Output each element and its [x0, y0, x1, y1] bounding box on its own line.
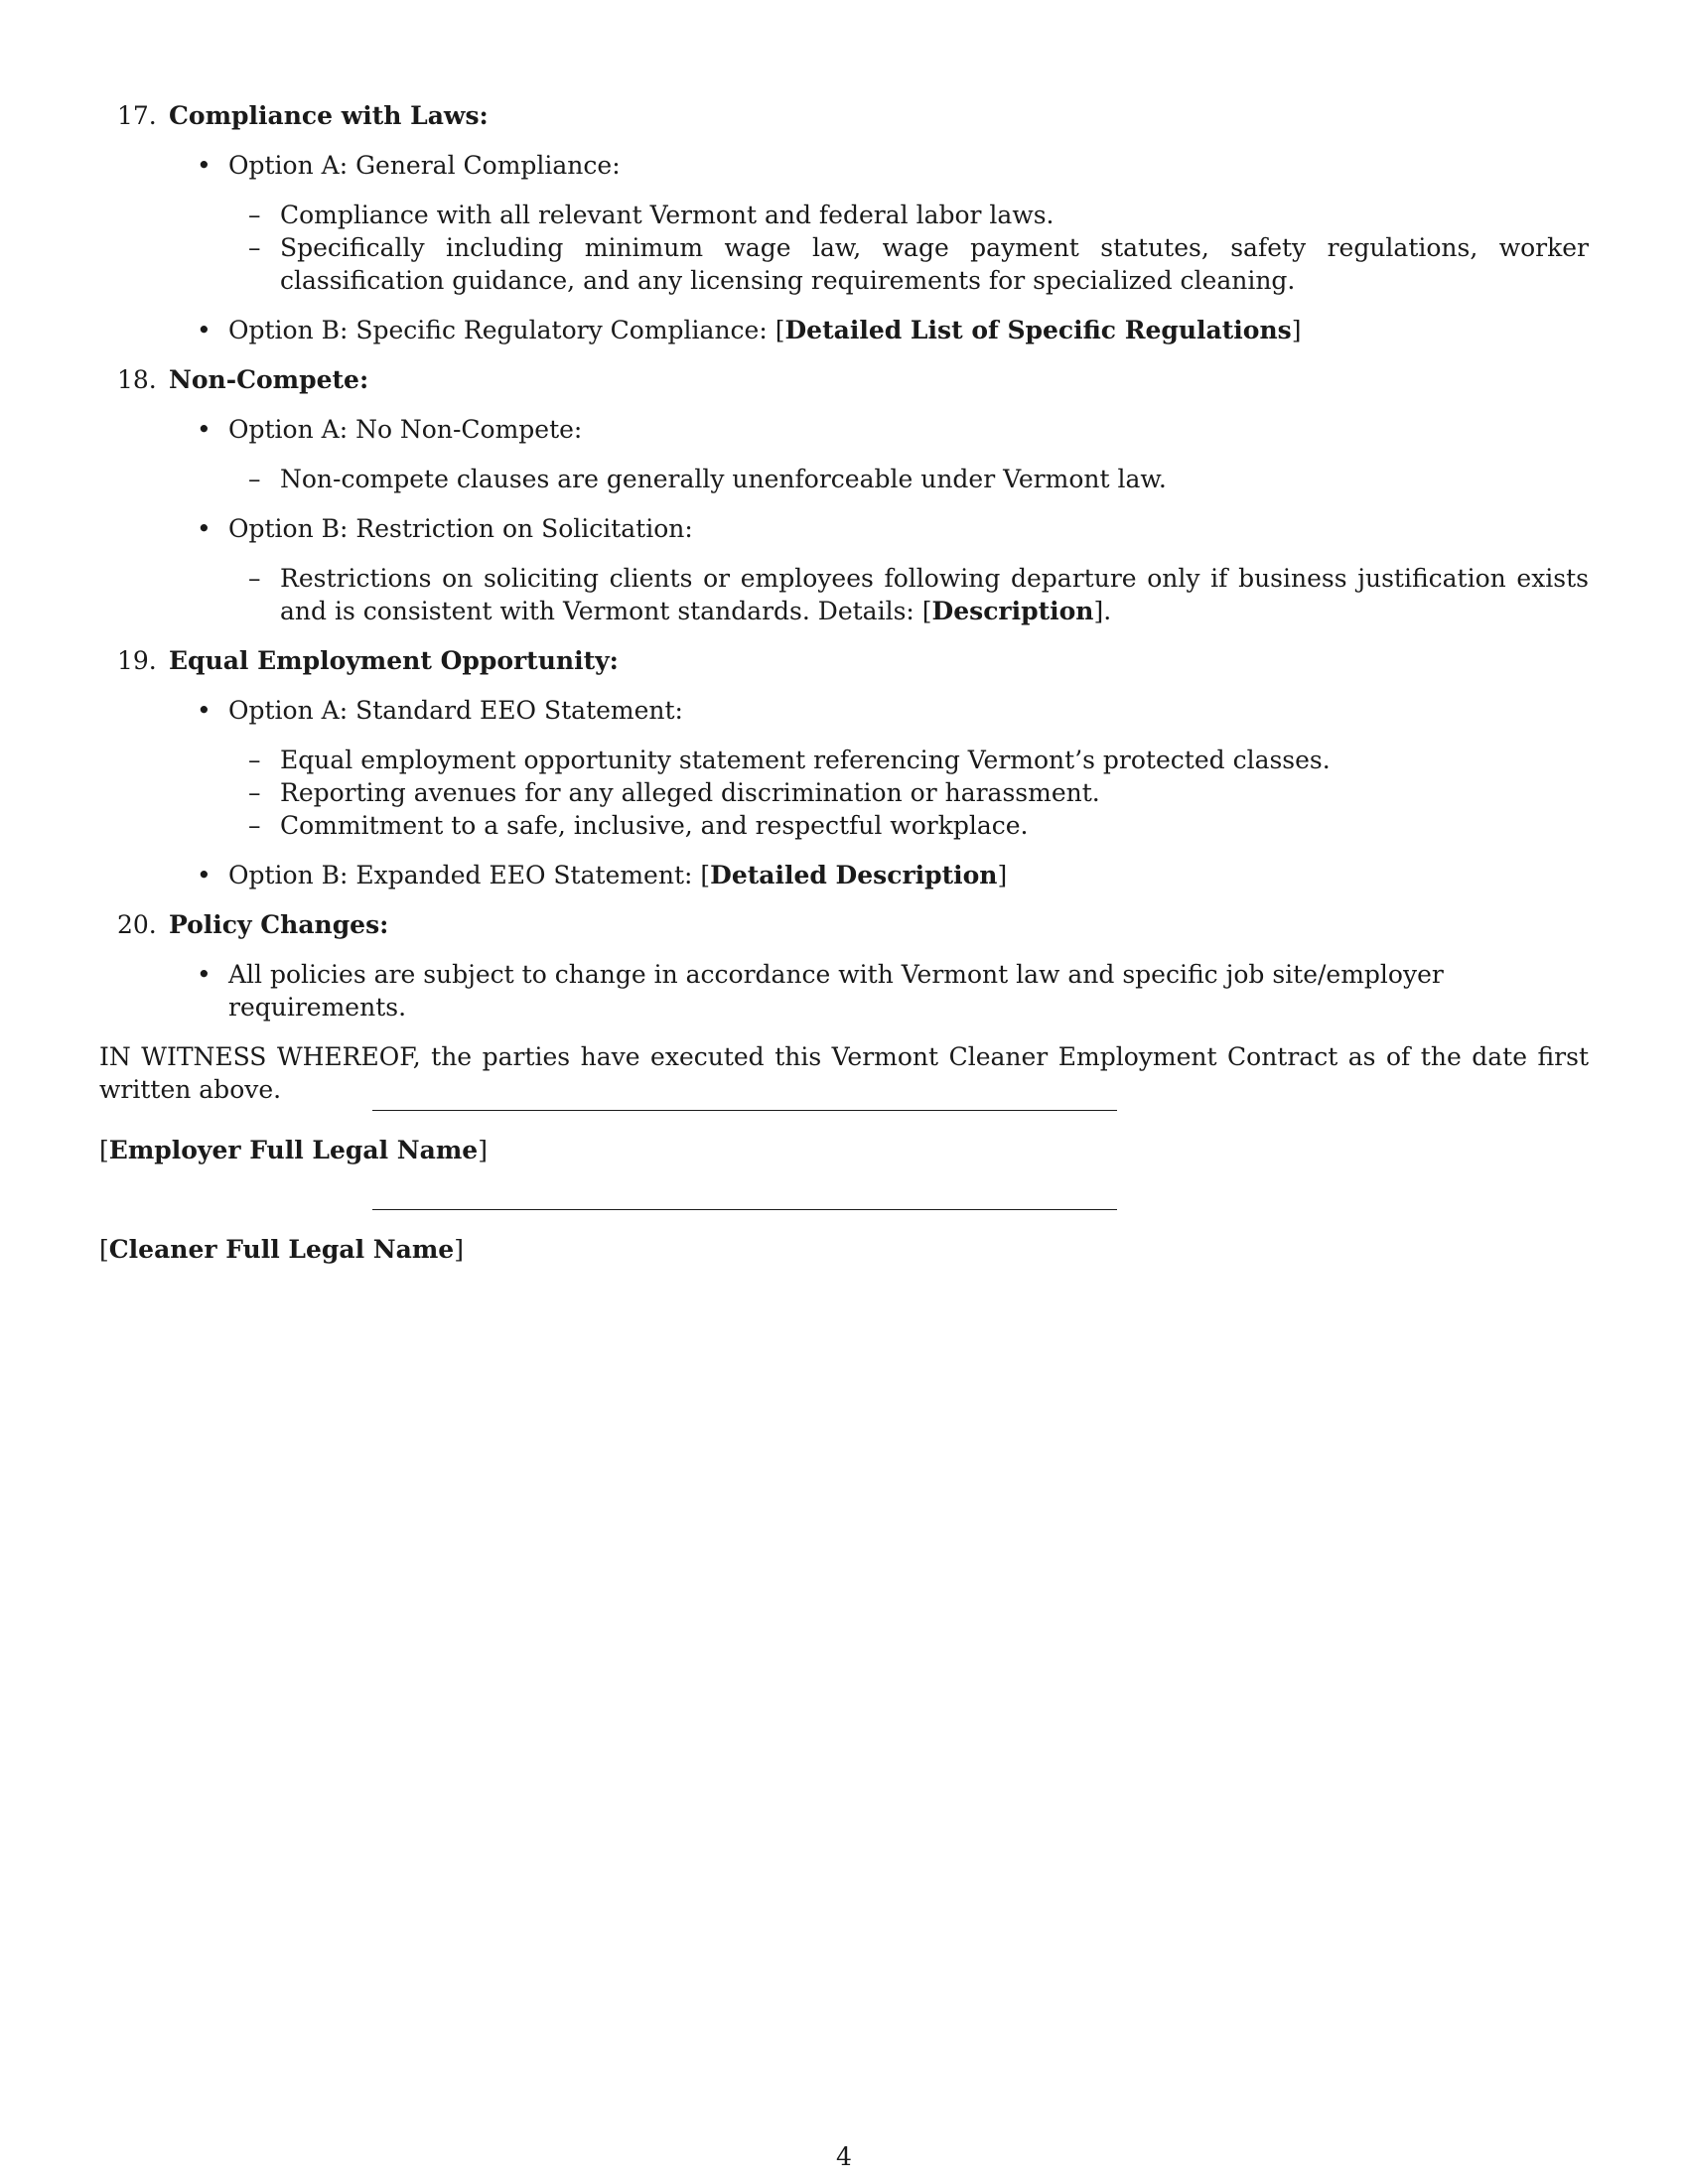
dash-icon: –	[248, 746, 261, 774]
sub-item	[99, 562, 1589, 627]
close-bracket: ]	[454, 1235, 464, 1264]
sub-text: Commitment to a safe, inclusive, and respectful workplace.	[280, 811, 1029, 840]
option-label: Option B: Expanded EEO Statement:	[228, 861, 701, 889]
option-item	[99, 859, 1589, 891]
section-number: 17.	[117, 101, 157, 130]
section-18	[99, 363, 1589, 627]
sub-list	[228, 744, 1589, 842]
dash-icon: –	[248, 778, 261, 807]
sub-item	[99, 809, 1589, 842]
sub-item	[99, 463, 1589, 495]
sub-item	[99, 199, 1589, 231]
option-label: Option A: No Non-Compete:	[228, 415, 583, 444]
option-item	[99, 413, 1589, 495]
dash-icon: –	[248, 811, 261, 840]
employer-name	[99, 1134, 488, 1166]
open-bracket: [	[99, 1235, 109, 1264]
close-bracket: ]	[997, 861, 1008, 889]
option-label: Option A: General Compliance:	[228, 151, 621, 180]
dash-icon: –	[248, 564, 261, 593]
option-label: Option B: Restriction on Solicitation:	[228, 514, 693, 543]
close-bracket: ]	[1291, 316, 1302, 344]
option-list	[99, 694, 1589, 891]
bullet-icon: •	[197, 316, 211, 344]
option-label: Option A: Standard EEO Statement:	[228, 696, 683, 725]
sub-item	[99, 776, 1589, 809]
bullet-icon: •	[197, 696, 211, 725]
section-number: 20.	[117, 910, 157, 939]
open-bracket: [	[99, 1136, 109, 1164]
option-list	[99, 149, 1589, 346]
sub-item	[99, 744, 1589, 776]
sub-text: Equal employment opportunity statement referencing Vermont’s protected classes.	[280, 746, 1331, 774]
bullet-icon: •	[197, 861, 211, 889]
sub-text: Restrictions on soliciting clients or employees following departure only if business justification exists and is consistent with Vermont standards. Details:	[280, 564, 1589, 625]
sub-list	[228, 463, 1589, 495]
option-item	[99, 512, 1589, 627]
open-bracket: [	[921, 597, 932, 625]
option-item	[99, 958, 1589, 1024]
open-bracket: [	[774, 316, 785, 344]
employer-signature-line[interactable]	[372, 1110, 1117, 1111]
section-number: 19.	[117, 646, 157, 675]
section-heading	[99, 908, 1589, 941]
bullet-icon: •	[197, 415, 211, 444]
sub-text-end: .	[1103, 597, 1112, 625]
option-label: All policies are subject to change in accordance with Vermont law and specific job site/employer requirements.	[228, 960, 1444, 1022]
placeholder-field: Detailed List of Specific Regulations	[784, 316, 1292, 344]
section-heading	[99, 363, 1589, 396]
sub-list	[228, 562, 1589, 627]
option-label: Option B: Specific Regulatory Compliance:	[228, 316, 775, 344]
sub-text: Specifically including minimum wage law, wage payment statutes, safety regulations, worker classification guidance, and any licensing requirements for specialized cleaning.	[280, 233, 1589, 295]
option-list	[99, 413, 1589, 627]
option-list	[99, 958, 1589, 1024]
cleaner-name-placeholder: Cleaner Full Legal Name	[108, 1235, 455, 1264]
sub-text: Reporting avenues for any alleged discrimination or harassment.	[280, 778, 1100, 807]
section-title: Equal Employment Opportunity:	[169, 646, 619, 675]
employer-name-placeholder: Employer Full Legal Name	[108, 1136, 479, 1164]
bullet-icon: •	[197, 514, 211, 543]
sub-text: Non-compete clauses are generally unenforceable under Vermont law.	[280, 465, 1167, 493]
dash-icon: –	[248, 465, 261, 493]
open-bracket: [	[700, 861, 711, 889]
sub-text: Compliance with all relevant Vermont and federal labor laws.	[280, 201, 1055, 229]
close-bracket: ]	[478, 1136, 488, 1164]
section-17	[99, 99, 1589, 346]
bullet-icon: •	[197, 960, 211, 989]
placeholder-field: Description	[931, 597, 1094, 625]
dash-icon: –	[248, 201, 261, 229]
option-item	[99, 314, 1589, 346]
bullet-icon: •	[197, 151, 211, 180]
option-item	[99, 694, 1589, 842]
section-title: Non-Compete:	[169, 365, 369, 394]
section-title: Policy Changes:	[169, 910, 389, 939]
cleaner-signature-line[interactable]	[372, 1209, 1117, 1210]
document-page	[99, 99, 1589, 1131]
witness-clause: IN WITNESS WHEREOF, the parties have executed this Vermont Cleaner Employment Contract as of the date first written above.	[99, 1042, 1589, 1104]
cleaner-name	[99, 1233, 464, 1266]
page-number: 4	[836, 2142, 852, 2171]
option-item	[99, 149, 1589, 297]
section-number: 18.	[117, 365, 157, 394]
close-bracket: ]	[1093, 597, 1104, 625]
section-title: Compliance with Laws:	[169, 101, 489, 130]
section-19	[99, 644, 1589, 891]
sub-item	[99, 231, 1589, 297]
section-heading	[99, 644, 1589, 677]
section-20	[99, 908, 1589, 1024]
sub-list	[228, 199, 1589, 297]
placeholder-field: Detailed Description	[710, 861, 998, 889]
section-heading	[99, 99, 1589, 132]
dash-icon: –	[248, 233, 261, 262]
